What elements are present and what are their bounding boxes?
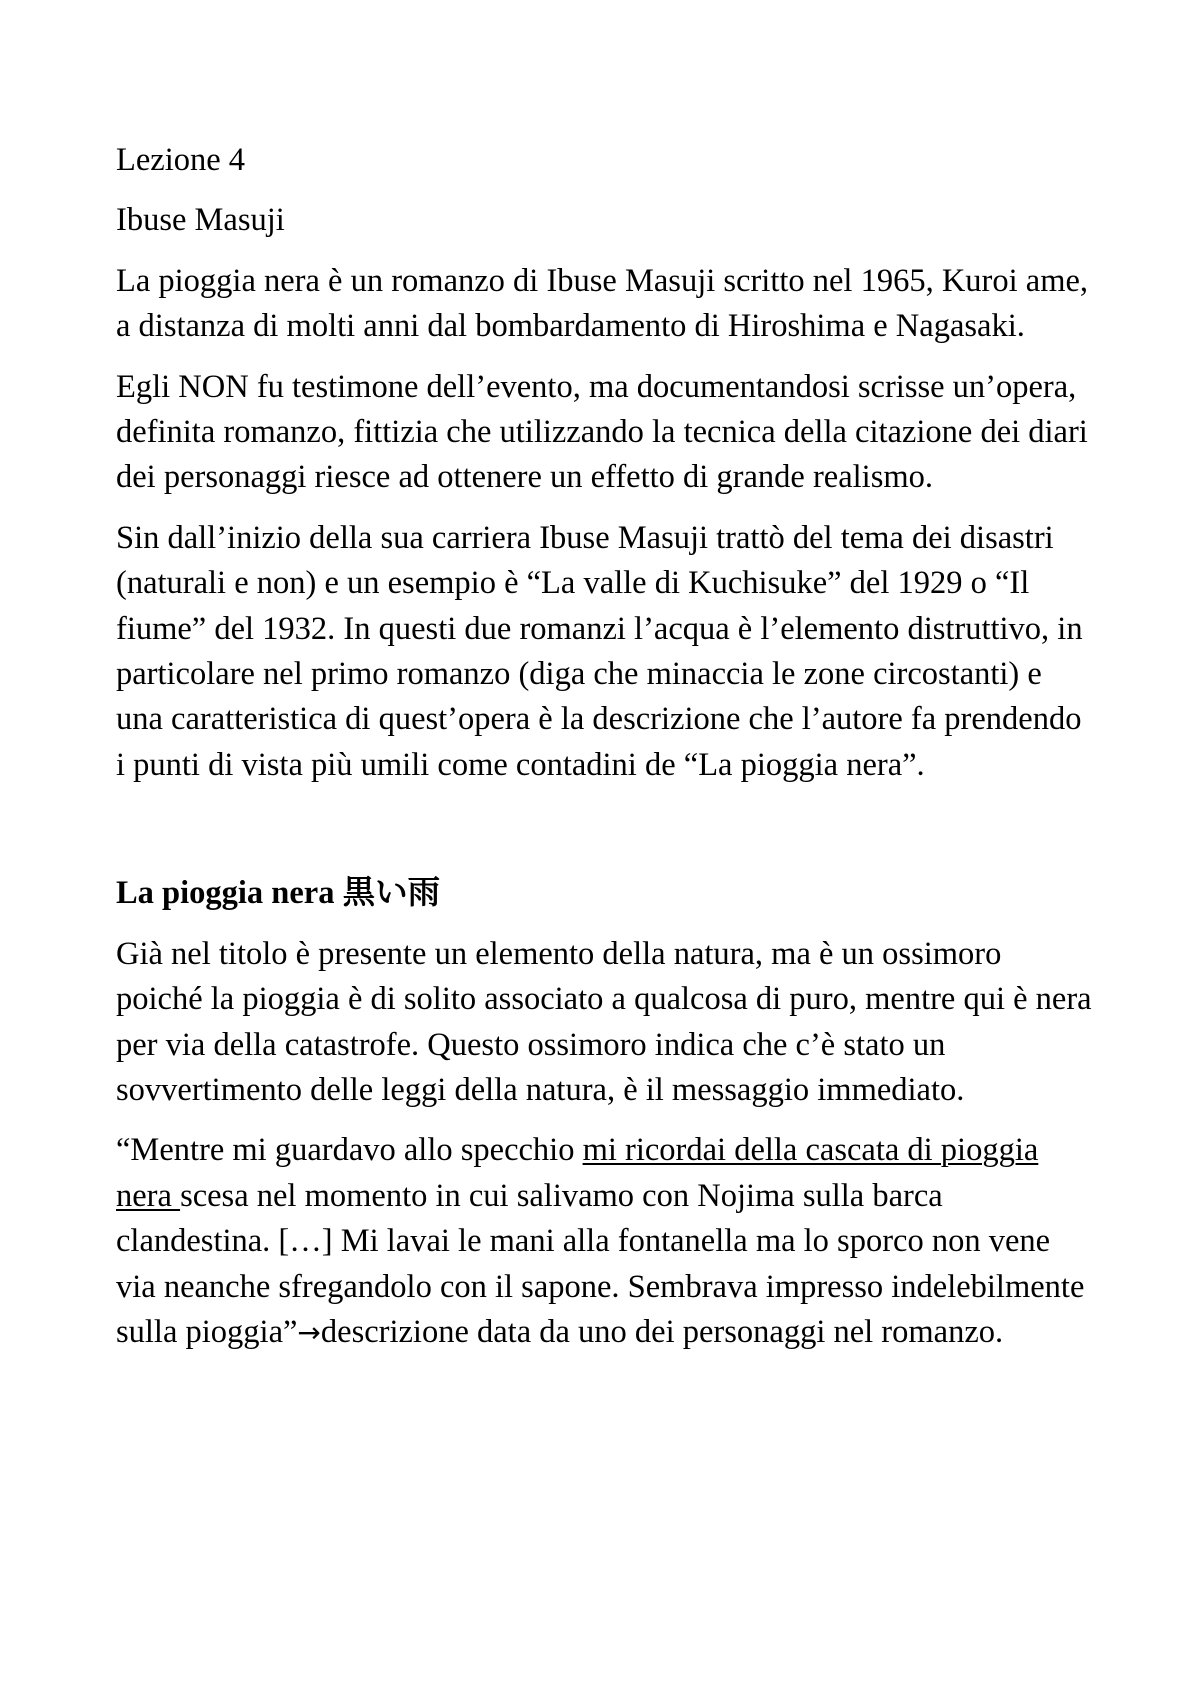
section-gap <box>116 803 1096 871</box>
title-analysis-paragraph: Già nel titolo è presente un elemento della natura, ma è un ossimoro poiché la pioggia è di solito associato a qualcosa di puro, mentre qui è nera per via della catastrofe. Questo ossimoro indica che c’è stato un sovvertimento delle leggi della natura, è il messaggio immediato. <box>116 935 1092 1108</box>
lesson-title: Lezione 4 <box>116 142 246 178</box>
witness-paragraph: Egli NON fu testimone dell’evento, ma documentandosi scrisse un’opera, definita romanzo, fittizia che utilizzando la tecnica della citazione dei diari dei personaggi riesce ad ottenere un effetto di grande realismo. <box>116 368 1088 496</box>
arrow-right-icon: → <box>297 1315 321 1349</box>
author-name: Ibuse Masuji <box>116 202 285 239</box>
document-page <box>116 138 1096 1370</box>
quote-paragraph <box>116 1128 1096 1355</box>
quote-middle: scesa nel momento in cui salivamo con Nojima sulla barca clandestina. […] Mi lavai le mani alla fontanella ma lo sporco non vene via neanche sfregandolo con il sapone. Sembrava impresso indelebilmente sulla pioggia” <box>116 1177 1085 1350</box>
quote-underlined-text: mi ricordai della cascata di pioggia nera <box>116 1132 1039 1214</box>
intro-paragraph: La pioggia nera è un romanzo di Ibuse Masuji scritto nel 1965, Kuroi ame, a distanza di molti anni dal bombardamento di Hiroshima e Nagasaki. <box>116 262 1089 345</box>
quote-end: descrizione data da uno dei personaggi nel romanzo. <box>320 1313 1004 1350</box>
quote-start: “Mentre mi guardavo allo specchio <box>116 1132 583 1169</box>
career-paragraph: Sin dall’inizio della sua carriera Ibuse Masuji trattò del tema dei disastri (naturali e non) e un esempio è “La valle di Kuchisuke” del 1929 o “Il fiume” del 1932. In questi due romanzi l’acqua è l’elemento distruttivo, in particolare nel primo romanzo (diga che minaccia le zone circostanti) e una caratteristica di quest’opera è la descrizione che l’autore fa prendendo i punti di vista più umili come contadini de “La pioggia nera”. <box>116 519 1083 783</box>
section-heading: La pioggia nera 黒い雨 <box>116 875 441 912</box>
